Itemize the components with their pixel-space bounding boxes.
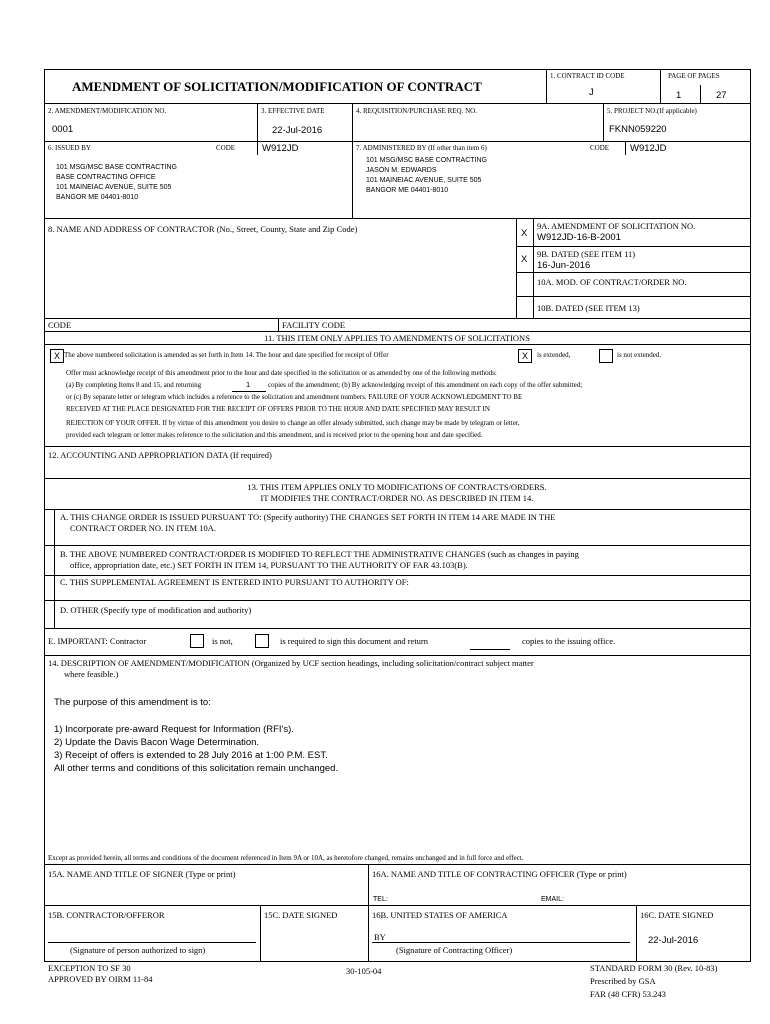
issued-code: W912JD <box>262 143 299 154</box>
footer-prescribed: Prescribed by GSA <box>590 976 656 986</box>
form-title: AMENDMENT OF SOLICITATION/MODIFICATION OF CONTRACT <box>72 79 482 94</box>
by-label: BY <box>374 932 386 942</box>
item-9a-label: 9A. AMENDMENT OF SOLICITATION NO. <box>537 221 696 231</box>
item-13a-line-1: A. THIS CHANGE ORDER IS ISSUED PURSUANT TO: (Specify authority) THE CHANGES SET FORTH IN ITEM 14 ARE MADE IN THE <box>60 512 556 522</box>
footer-exception: EXCEPTION TO SF 30 <box>48 963 131 973</box>
not-extended-label: is not extended. <box>617 351 662 359</box>
issued-by-line-1: 101 MSG/MSC BASE CONTRACTING <box>56 164 177 171</box>
admin-by-line-1: 101 MSG/MSC BASE CONTRACTING <box>366 157 487 164</box>
item-14-line-2: 2) Update the Davis Bacon Wage Determination. <box>54 737 260 748</box>
item-13b-line-1: B. THE ABOVE NUMBERED CONTRACT/ORDER IS MODIFIED TO REFLECT THE ADMINISTRATIVE CHANGES (such as changes in paying <box>60 549 579 559</box>
item-11-para-3: or (c) By separate letter or telegram which includes a reference to the solicitation and amendment numbers. FAILURE OF YOUR ACKNOWLEDGMENT TO BE <box>66 393 523 401</box>
item-11-checkbox[interactable]: X <box>50 349 64 363</box>
issued-by-line-4: BANGOR ME 04401-8010 <box>56 194 139 201</box>
item-11-para-2b: copies of the amendment; (b) By acknowledging receipt of this amendment on each copy of the offer submitted; <box>268 381 583 389</box>
footer-standard-form: STANDARD FORM 30 (Rev. 10-83) <box>590 963 718 973</box>
item-14-line-1: 1) Incorporate pre-award Request for Information (RFI's). <box>54 724 294 735</box>
extended-checkbox[interactable]: X <box>518 349 532 363</box>
effective-date: 22-Jul-2016 <box>272 125 323 136</box>
item-14-label-1: 14. DESCRIPTION OF AMENDMENT/MODIFICATION (Organized by UCF section headings, including solicitation/contract subject matter <box>48 658 534 668</box>
item-15c-label: 15C. DATE SIGNED <box>264 910 338 920</box>
tel-label: TEL: <box>373 896 388 903</box>
is-not-label: is not, <box>212 636 233 646</box>
contract-id-code-label: 1. CONTRACT ID CODE <box>550 72 625 80</box>
project-no-label: 5. PROJECT NO.(If applicable) <box>607 107 697 115</box>
item-13b-line-2: office, appropriation date, etc.) SET FORTH IN ITEM 14, PURSUANT TO THE AUTHORITY OF FAR 43.103(B). <box>70 560 468 570</box>
item-e-label: E. IMPORTANT: Contractor <box>48 636 147 646</box>
item-11-para-6: provided each telegram or letter makes reference to the solicitation and this amendment, and is received prior to the opening hour and date specified. <box>66 431 483 439</box>
item-11-copies: 1 <box>246 380 251 389</box>
item-10a-label: 10A. MOD. OF CONTRACT/ORDER NO. <box>537 277 687 287</box>
page-number: 1 <box>676 90 682 101</box>
contractor-label: 8. NAME AND ADDRESS OF CONTRACTOR (No., Street, County, State and Zip Code) <box>48 224 358 234</box>
item-16b-label: 16B. UNITED STATES OF AMERICA <box>372 910 508 920</box>
issued-by-label: 6. ISSUED BY <box>48 144 91 152</box>
admin-code: W912JD <box>630 143 667 154</box>
facility-code-label: FACILITY CODE <box>282 320 346 330</box>
item-13a-line-2: CONTRACT ORDER NO. IN ITEM 10A. <box>70 523 216 533</box>
contract-id-code: J <box>589 87 594 98</box>
item-11-para-4: RECEIVED AT THE PLACE DESIGNATED FOR THE RECEIPT OF OFFERS PRIOR TO THE HOUR AND DATE SPECIFIED MAY RESULT IN <box>66 405 490 413</box>
issued-by-line-3: 101 MAINEIAC AVENUE, SUITE 505 <box>56 184 172 191</box>
item-11-para-1: Offer must acknowledge receipt of this amendment prior to the hour and date specified in the solicitation or as amended by one of the following methods: <box>66 369 497 377</box>
item-13c: C. THIS SUPPLEMENTAL AGREEMENT IS ENTERED INTO PURSUANT TO AUTHORITY OF: <box>60 577 409 587</box>
issued-code-label: CODE <box>216 144 236 152</box>
extended-label: is extended, <box>537 351 571 359</box>
item-13-title-1: 13. THIS ITEM APPLIES ONLY TO MODIFICATIONS OF CONTRACTS/ORDERS. <box>247 482 547 492</box>
email-label: EMAIL: <box>541 896 564 903</box>
item-16a-label: 16A. NAME AND TITLE OF CONTRACTING OFFICER (Type or print) <box>372 869 627 879</box>
item-9a-value: W912JD-16-B-2001 <box>537 232 621 243</box>
not-extended-checkbox[interactable] <box>599 349 613 363</box>
item-10b-label: 10B. DATED (SEE ITEM 13) <box>537 303 640 313</box>
is-not-checkbox[interactable] <box>190 634 204 648</box>
item-11-para-5: REJECTION OF YOUR OFFER. If by virtue of this amendment you desire to change an offer already submitted, such change may be made by telegram or letter, <box>66 419 520 427</box>
effective-date-label: 3. EFFECTIVE DATE <box>261 107 325 115</box>
item-11-para-2a: (a) By completing Items 8 and 15, and returning <box>66 381 202 389</box>
item-11-line-1: The above numbered solicitation is amended as set forth in Item 14. The hour and date specified for receipt of Offer <box>64 351 389 359</box>
amendment-no-label: 2. AMENDMENT/MODIFICATION NO. <box>48 107 167 115</box>
item-13-title-2: IT MODIFIES THE CONTRACT/ORDER NO. AS DESCRIBED IN ITEM 14. <box>260 493 534 503</box>
item-9b-value: 16-Jun-2016 <box>537 260 591 271</box>
issued-by-line-2: BASE CONTRACTING OFFICE <box>56 174 156 181</box>
item-15a-label: 15A. NAME AND TITLE OF SIGNER (Type or print) <box>48 869 236 879</box>
copies-label: copies to the issuing office. <box>522 636 616 646</box>
requisition-no-label: 4. REQUISITION/PURCHASE REQ. NO. <box>356 107 477 115</box>
item-14-label-2: where feasible.) <box>64 669 119 679</box>
contractor-signature-caption: (Signature of person authorized to sign) <box>70 945 206 955</box>
administered-by-label: 7. ADMINISTERED BY (If other than item 6) <box>356 144 487 152</box>
page-of-pages-label: PAGE OF PAGES <box>668 72 720 80</box>
page-count: 27 <box>716 90 727 101</box>
admin-by-line-3: 101 MAINEIAC AVENUE, SUITE 505 <box>366 177 482 184</box>
item-9b-label: 9B. DATED (SEE ITEM 11) <box>537 249 636 259</box>
item-12-label: 12. ACCOUNTING AND APPROPRIATION DATA (If required) <box>48 450 272 460</box>
footer-form-number: 30-105-04 <box>346 966 382 976</box>
admin-by-line-2: JASON M. EDWARDS <box>366 167 437 174</box>
item-11-title: 11. THIS ITEM ONLY APPLIES TO AMENDMENTS OF SOLICITATIONS <box>264 333 530 343</box>
item-14-line-3: 3) Receipt of offers is extended to 28 July 2016 at 1:00 P.M. EST. <box>54 750 328 761</box>
is-required-label: is required to sign this document and return <box>280 636 429 646</box>
item-16c-value: 22-Jul-2016 <box>648 935 699 946</box>
item-13d: D. OTHER (Specify type of modification and authority) <box>60 605 252 615</box>
amendment-no: 0001 <box>52 124 74 135</box>
project-no: FKNN059220 <box>609 124 667 135</box>
except-note: Except as provided herein, all terms and conditions of the document referenced in Item 9A or 10A, as heretofore changed, remains unchanged and in full force and effect. <box>48 854 524 862</box>
item-15b-label: 15B. CONTRACTOR/OFFEROR <box>48 910 165 920</box>
footer-far: FAR (48 CFR) 53.243 <box>590 989 666 999</box>
item-16c-label: 16C. DATE SIGNED <box>640 910 714 920</box>
footer-approved: APPROVED BY OIRM 11-84 <box>48 974 153 984</box>
contractor-code-label: CODE <box>48 320 72 330</box>
officer-signature-caption: (Signature of Contracting Officer) <box>396 945 513 955</box>
is-required-checkbox[interactable] <box>255 634 269 648</box>
item-9a-mark: X <box>521 228 528 239</box>
item-14-purpose: The purpose of this amendment is to: <box>54 697 211 708</box>
admin-by-line-4: BANGOR ME 04401-8010 <box>366 187 449 194</box>
admin-code-label: CODE <box>590 144 610 152</box>
item-14-line-4: All other terms and conditions of this solicitation remain unchanged. <box>54 763 339 774</box>
item-9b-mark: X <box>521 254 528 265</box>
